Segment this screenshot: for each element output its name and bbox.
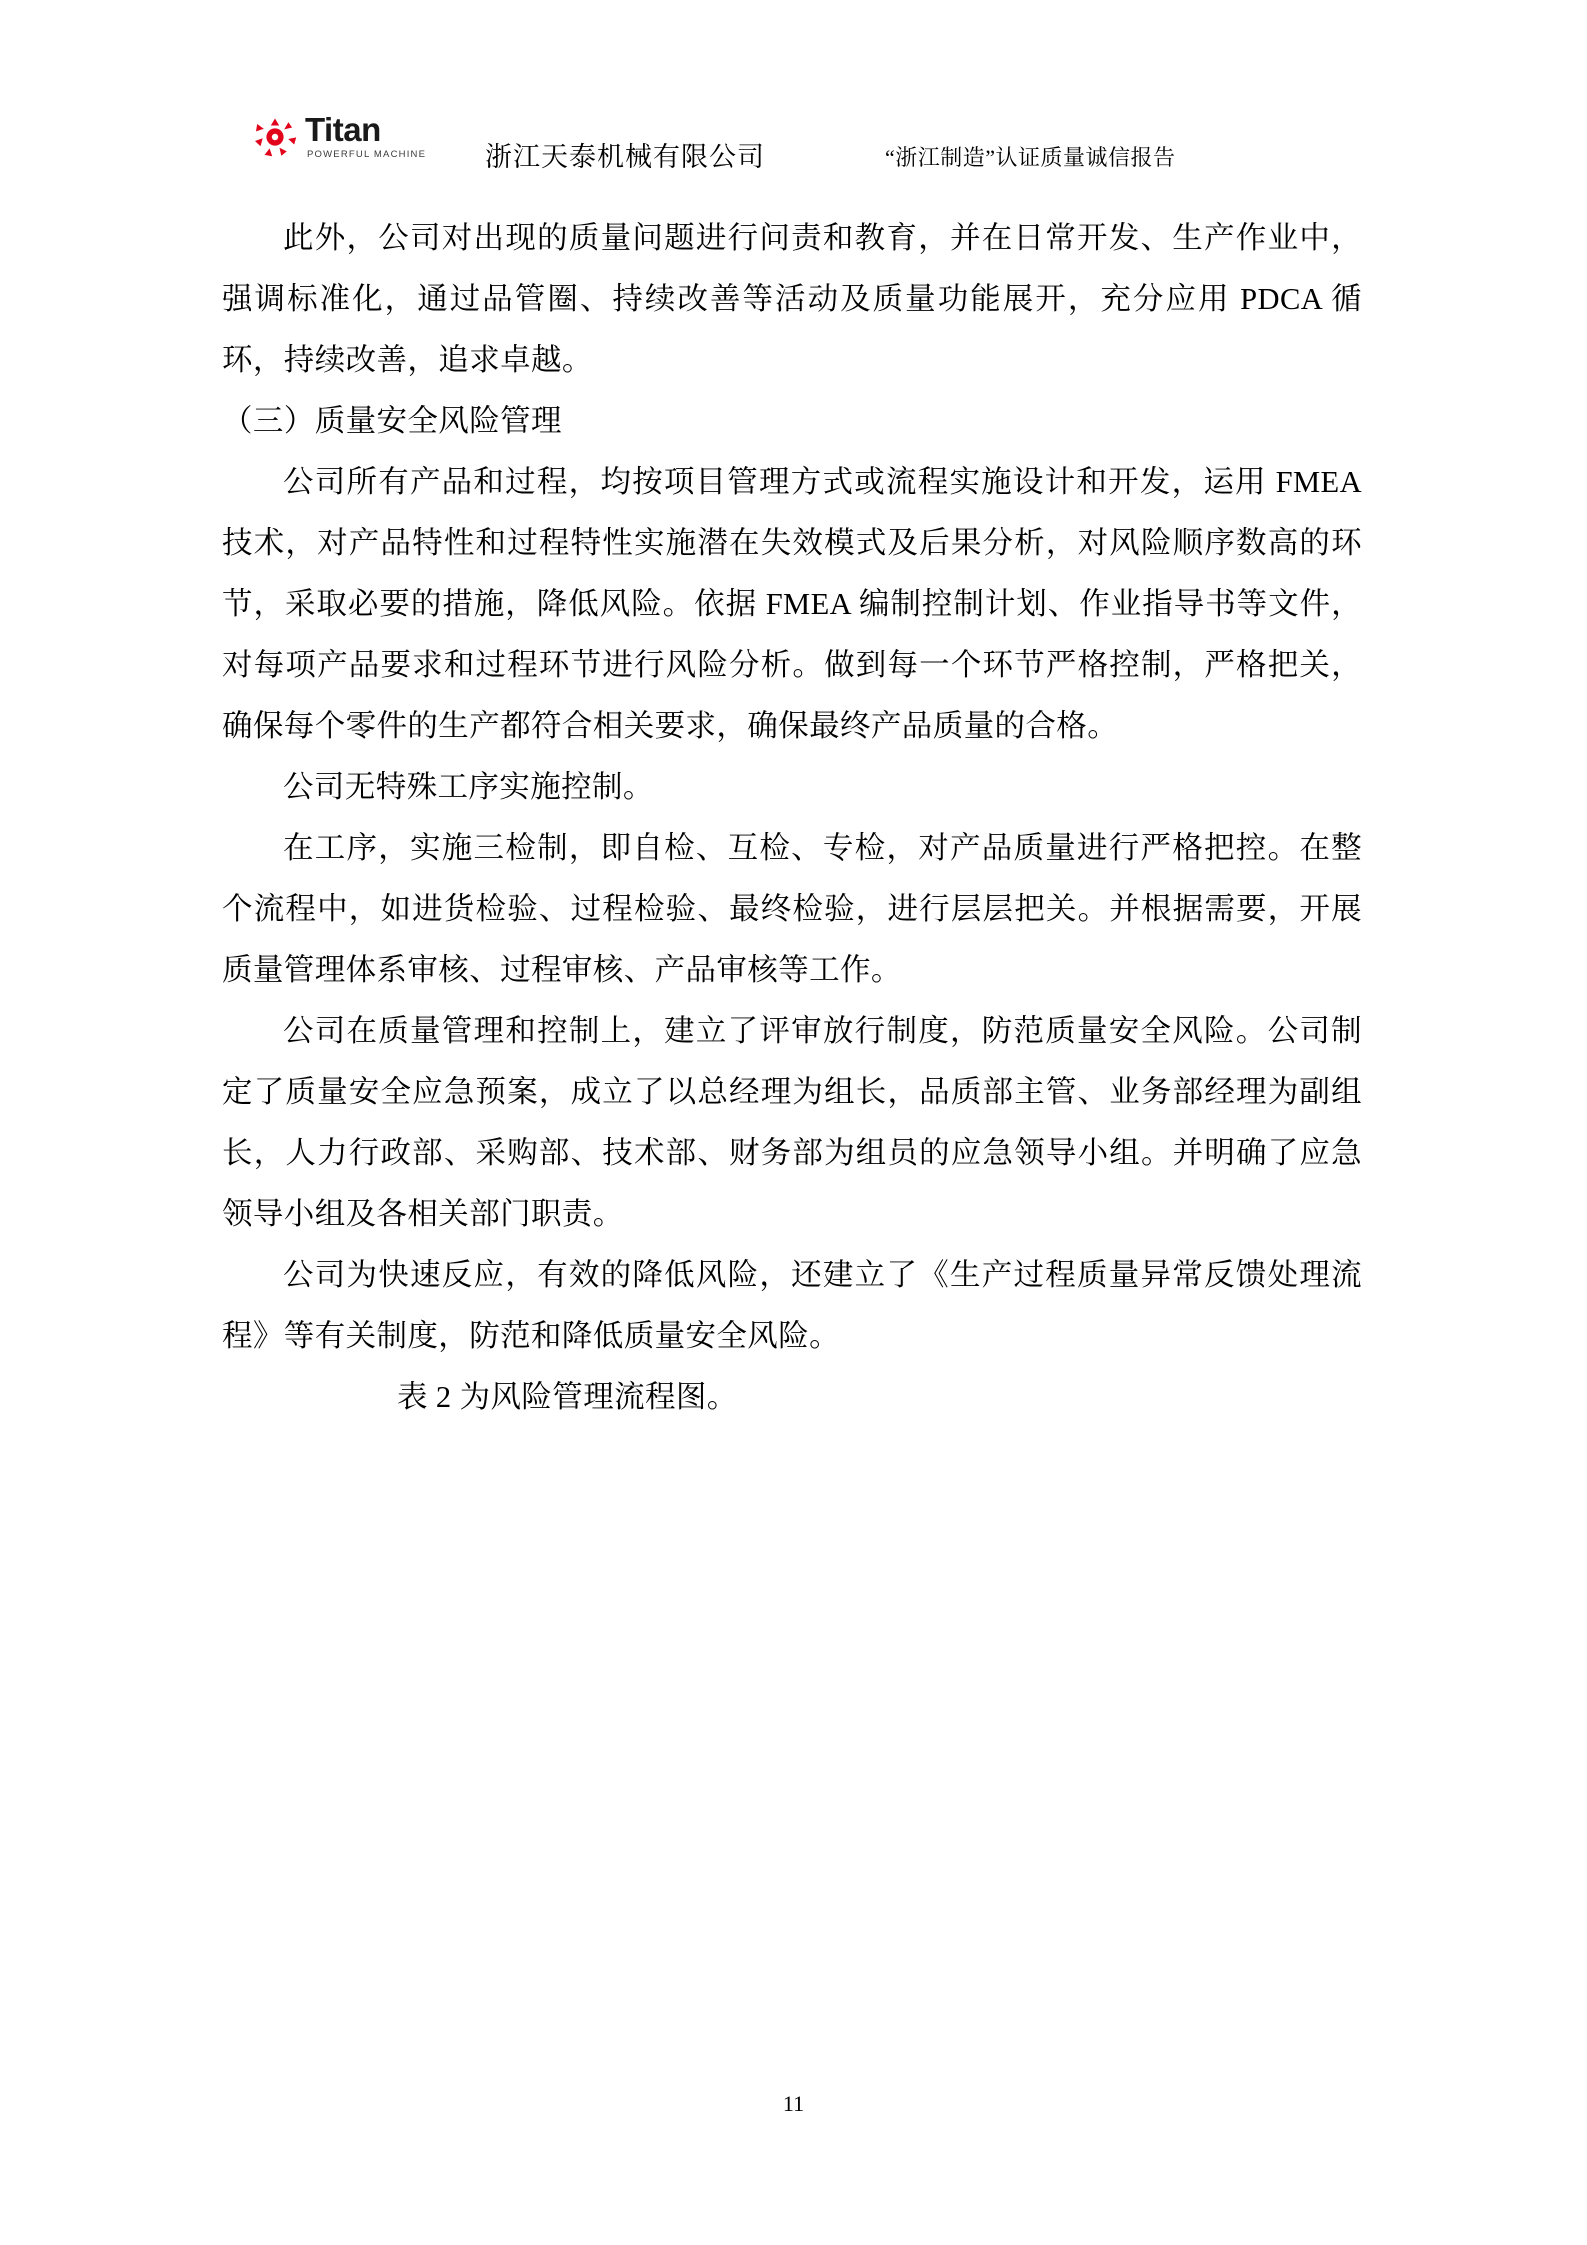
titan-logo — [245, 105, 435, 175]
paragraph-2: 公司所有产品和过程，均按项目管理方式或流程实施设计和开发，运用 FMEA 技术，对产品特性和过程特性实施潜在失效模式及后果分析，对风险顺序数高的环节，采取必要的措施，降低风险。依据 FMEA 编制控制计划、作业指导书等文件，对每项产品要求和过程环节进行风险分析。做到每一个环节严格控制，严格把关，确保每个零件的生产都符合相关要求，确保最终产品质量的合格。 — [222, 465, 1362, 743]
paragraph-4: 在工序，实施三检制，即自检、互检、专检，对产品质量进行严格把控。在整个流程中，如进货检验、过程检验、最终检验，进行层层把关。并根据需要，开展质量管理体系审核、过程审核、产品审核等工作。 — [222, 831, 1362, 987]
paragraph-6: 公司为快速反应，有效的降低风险，还建立了《生产过程质量异常反馈处理流程》等有关制度，防范和降低质量安全风险。 — [222, 1258, 1362, 1353]
gear-icon — [251, 113, 299, 161]
paragraph-3: 公司无特殊工序实施控制。 — [283, 770, 654, 804]
document-body — [222, 208, 1362, 1428]
page-number: 11 — [782, 2091, 805, 2116]
page-header — [245, 105, 1387, 195]
paragraph-7-table-caption: 表 2 为风险管理流程图。 — [397, 1380, 738, 1414]
logo-wordmark: Titan — [305, 111, 381, 148]
header-company-name: 浙江天泰机械有限公司 — [485, 142, 765, 172]
header-report-title: “浙江制造”认证质量诚信报告 — [885, 145, 1176, 170]
paragraph-1: 此外，公司对出现的质量问题进行问责和教育，并在日常开发、生产作业中，强调标准化，通过品管圈、持续改善等活动及质量功能展开，充分应用 PDCA 循环，持续改善，追求卓越。 — [222, 221, 1362, 377]
paragraph-5: 公司在质量管理和控制上，建立了评审放行制度，防范质量安全风险。公司制定了质量安全应急预案，成立了以总经理为组长，品质部主管、业务部经理为副组长，人力行政部、采购部、技术部、财务部为组员的应急领导小组。并明确了应急领导小组及各相关部门职责。 — [222, 1014, 1362, 1231]
logo-tagline: POWERFUL MACHINE — [307, 149, 427, 160]
section-heading-3: （三）质量安全风险管理 — [222, 404, 562, 438]
